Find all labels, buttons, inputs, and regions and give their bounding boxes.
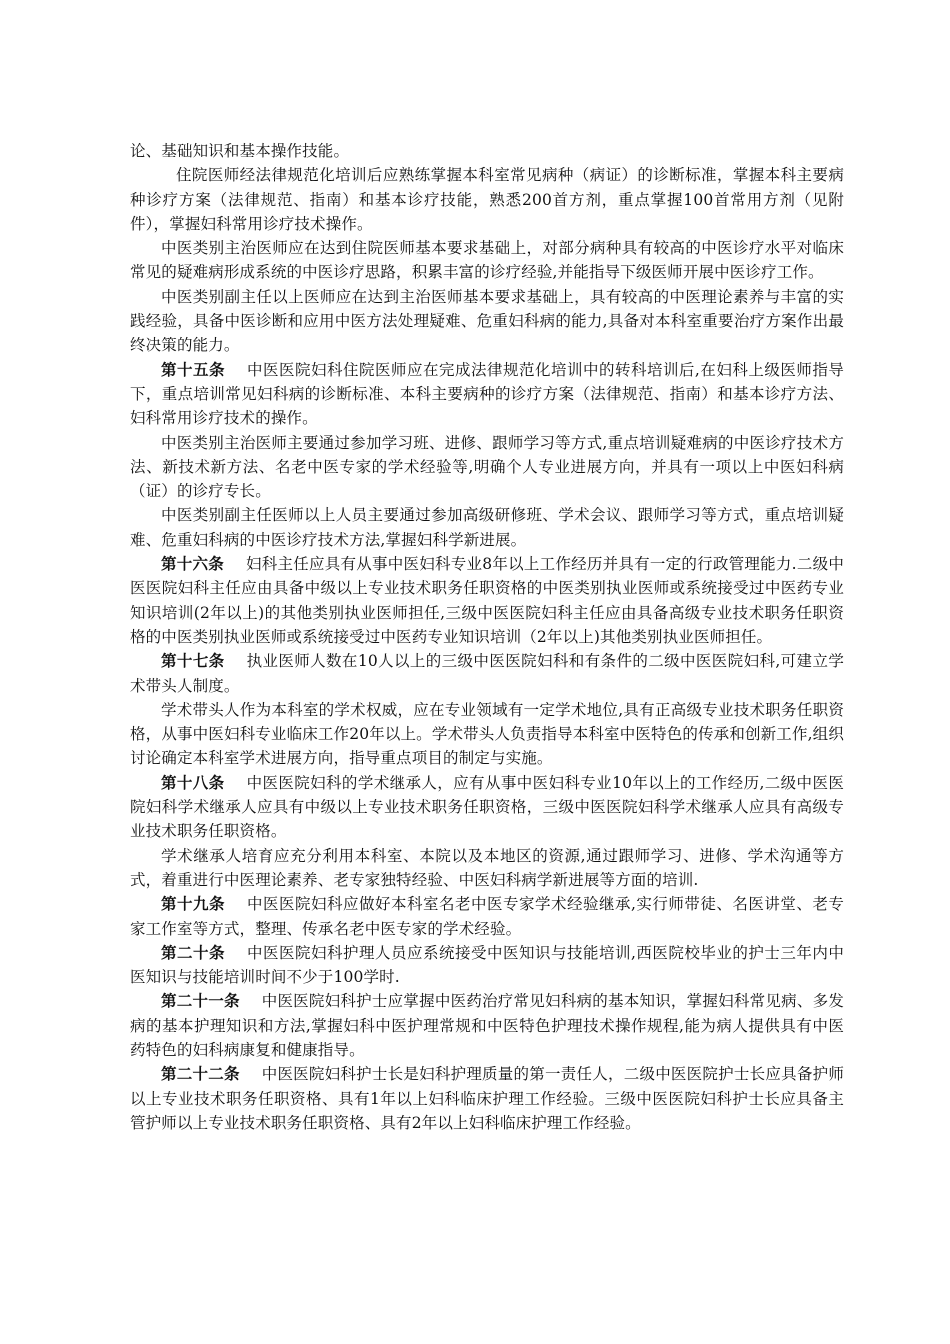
article-number: 第十八条 [161, 772, 225, 792]
article-number: 第十七条 [161, 651, 225, 671]
article-number: 第十九条 [161, 894, 225, 914]
article-number: 第二十二条 [161, 1064, 240, 1084]
paragraph-text: 学术带头人作为本科室的学术权威，应在专业领域有一定学术地位,具有正高级专业技术职务任职资格，从事中医妇科专业临床工作20年以上。学术带头人负责指导本科室中医特色的传承和创新工作,组织讨论确定本科室学术进展方向，指导重点项目的制定与实施。 [130, 700, 844, 768]
article-15 [130, 358, 844, 431]
paragraph [130, 503, 844, 552]
article-number: 第二十一条 [161, 991, 240, 1011]
paragraph-text: 中医医院妇科护理人员应系统接受中医知识与技能培训,西医院校毕业的护士三年内中医知识与技能培训时间不少于100学时. [130, 943, 844, 987]
document-page [130, 139, 844, 1135]
paragraph [130, 236, 844, 285]
article-17 [130, 649, 844, 698]
paragraph-text: 中医类别副主任医师以上人员主要通过参加高级研修班、学术会议、跟师学习等方式，重点培训疑难、危重妇科病的中医诊疗技术方法,掌握妇科学新进展。 [130, 506, 844, 549]
paragraph-text: 中医类别副主任以上医师应在达到主治医师基本要求基础上，具有较高的中医理论素养与丰富的实践经验，具备中医诊断和应用中医方法处理疑难、危重妇科病的能力,具备对本科室重要治疗方案作出最终决策的能力。 [130, 287, 844, 355]
article-18 [130, 771, 844, 844]
paragraph [130, 285, 844, 358]
paragraph-text: 中医医院妇科护士应掌握中医药治疗常见妇科病的基本知识，掌握妇科常见病、多发病的基本护理知识和方法,掌握妇科中医护理常规和中医特色护理技术操作规程,能为病人提供具有中医药特色的妇科病康复和健康指导。 [130, 992, 844, 1059]
paragraph-text: 学术继承人培育应充分利用本科室、本院以及本地区的资源,通过跟师学习、进修、学术沟通等方式，着重进行中医理论素养、老专家独特经验、中医妇科病学新进展等方面的培训. [130, 846, 844, 889]
paragraph-text: 妇科主任应具有从事中医妇科专业8年以上工作经历并具有一定的行政管理能力.二级中医医院妇科主任应由具备中级以上专业技术职务任职资格的中医类别执业医师或系统接受过中医药专业知识培训(2年以上)的其他类别执业医师担任,三级中医医院妇科主任应由具备高级专业技术职务任职资格的中医类别执业医师或系统接受过中医药专业知识培训（2年以上)其他类别执业医师担任。 [130, 555, 844, 646]
paragraph-text: 中医类别主治医师主要通过参加学习班、进修、跟师学习等方式,重点培训疑难病的中医诊疗技术方法、新技术新方法、名老中医专家的学术经验等,明确个人专业进展方向，并具有一项以上中医妇科病（证）的诊疗专长。 [130, 433, 844, 501]
paragraph-text: 中医医院妇科护士长是妇科护理质量的第一责任人，二级中医医院护士长应具备护师以上专业技术职务任职资格、具有1年以上妇科临床护理工作经验。三级中医医院妇科护士长应具备主管护师以上专业技术职务任职资格、具有2年以上妇科临床护理工作经验。 [130, 1065, 844, 1132]
paragraph [130, 844, 844, 893]
article-number: 第十六条 [161, 554, 225, 574]
article-21 [130, 989, 844, 1062]
article-number: 第十五条 [161, 359, 225, 379]
paragraph [130, 431, 844, 504]
paragraph [130, 163, 844, 236]
paragraph-text: 论、基础知识和基本操作技能。 [130, 142, 350, 160]
article-16 [130, 552, 844, 649]
article-number: 第二十条 [161, 942, 225, 962]
paragraph-text: 执业医师人数在10人以上的三级中医医院妇科和有条件的二级中医医院妇科,可建立学术带头人制度。 [130, 652, 844, 695]
article-20 [130, 941, 844, 990]
paragraph-text: 中医医院妇科的学术继承人，应有从事中医妇科专业10年以上的工作经历,二级中医医院妇科学术继承人应具有中级以上专业技术职务任职资格，三级中医医院妇科学术继承人应具有高级专业技术职务任职资格。 [130, 773, 844, 841]
article-22 [130, 1062, 844, 1135]
paragraph [130, 698, 844, 771]
article-19 [130, 892, 844, 941]
paragraph-text: 住院医师经法律规范化培训后应熟练掌握本科室常见病种（病证）的诊断标准，掌握本科主要病种诊疗方案（法律规范、指南）和基本诊疗技能，熟悉200首方剂，重点掌握100首常用方剂（见附件），掌握妇科常用诊疗技术操作。 [130, 166, 844, 233]
paragraph-continuation [130, 139, 844, 163]
paragraph-text: 中医医院妇科应做好本科室名老中医专家学术经验继承,实行师带徒、名医讲堂、老专家工作室等方式，整理、传承名老中医专家的学术经验。 [130, 895, 844, 938]
paragraph-text: 中医医院妇科住院医师应在完成法律规范化培训中的转科培训后,在妇科上级医师指导下，重点培训常见妇科病的诊断标准、本科主要病种的诊疗方案（法律规范、指南）和基本诊疗方法、妇科常用诊疗技术的操作。 [130, 360, 844, 428]
paragraph-text: 中医类别主治医师应在达到住院医师基本要求基础上，对部分病种具有较高的中医诊疗水平对临床常见的疑难病形成系统的中医诊疗思路，积累丰富的诊疗经验,并能指导下级医师开展中医诊疗工作。 [130, 239, 844, 282]
